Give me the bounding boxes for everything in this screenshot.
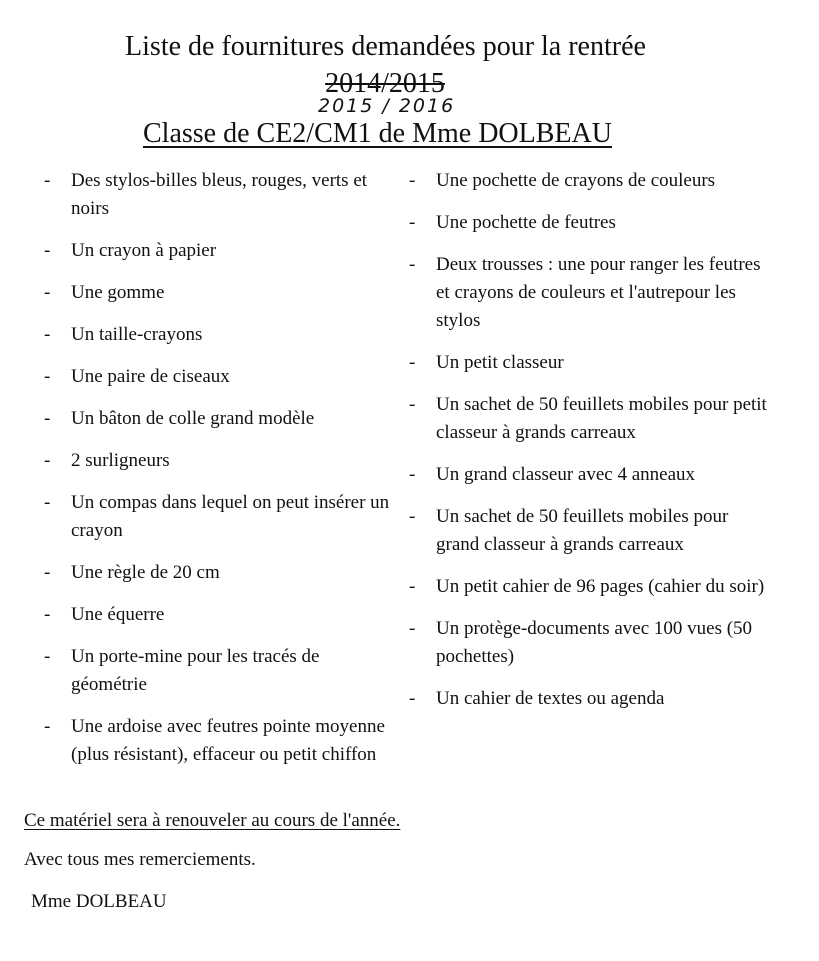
supply-item-text: Un compas dans lequel on peut insérer un crayon xyxy=(71,492,390,541)
supply-item xyxy=(44,447,394,475)
supply-item xyxy=(409,615,769,671)
supply-list-right xyxy=(409,167,769,727)
supply-item xyxy=(44,405,394,433)
supply-item-text: Un sachet de 50 feuillets mobiles pour grand classeur à grands carreaux xyxy=(436,506,729,555)
signature: Mme DOLBEAU xyxy=(31,891,167,912)
bullet-dash: - xyxy=(409,254,416,275)
bullet-dash: - xyxy=(44,324,51,345)
bullet-dash: - xyxy=(409,170,416,191)
supply-item-text: Une ardoise avec feutres pointe moyenne (plus résistant), effaceur ou petit chiffon xyxy=(71,716,385,765)
bullet-dash: - xyxy=(409,212,416,233)
handwritten-year: 2015 / 2016 xyxy=(318,95,456,117)
supply-item-text: Une gomme xyxy=(71,282,165,303)
bullet-dash: - xyxy=(409,576,416,597)
bullet-dash: - xyxy=(44,240,51,261)
supply-item xyxy=(44,237,394,265)
supply-item xyxy=(409,209,769,237)
supply-item xyxy=(44,279,394,307)
supply-item-text: Un taille-crayons xyxy=(71,324,203,345)
supply-item-text: Une paire de ciseaux xyxy=(71,366,230,387)
supply-item-text: Une pochette de crayons de couleurs xyxy=(436,170,716,191)
bullet-dash: - xyxy=(44,170,51,191)
class-title: Classe de CE2/CM1 de Mme DOLBEAU xyxy=(143,118,612,149)
bullet-dash: - xyxy=(409,394,416,415)
bullet-dash: - xyxy=(409,688,416,709)
supply-item-text: Un petit classeur xyxy=(436,352,564,373)
supply-item-text: Une règle de 20 cm xyxy=(71,562,220,583)
supply-item-text: Une équerre xyxy=(71,604,165,625)
supply-item-text: Des stylos-billes bleus, rouges, verts et noirs xyxy=(71,170,368,219)
bullet-dash: - xyxy=(409,618,416,639)
supply-item-text: Deux trousses : une pour ranger les feutres et crayons de couleurs et l'autrepour les stylos xyxy=(436,254,761,331)
supply-item-text: Un bâton de colle grand modèle xyxy=(71,408,315,429)
document-title: Liste de fournitures demandées pour la rentrée xyxy=(125,31,646,62)
supply-item xyxy=(44,559,394,587)
supply-item-text: Un porte-mine pour les tracés de géométrie xyxy=(71,646,320,695)
bullet-dash: - xyxy=(44,366,51,387)
supply-item xyxy=(44,713,394,769)
supply-item xyxy=(44,601,394,629)
supply-item-text: Un petit cahier de 96 pages (cahier du soir) xyxy=(436,576,765,597)
supply-item-text: Un sachet de 50 feuillets mobiles pour petit classeur à grands carreaux xyxy=(436,394,767,443)
supply-item xyxy=(409,461,769,489)
supply-item xyxy=(409,251,769,335)
supply-item xyxy=(44,167,394,223)
bullet-dash: - xyxy=(44,282,51,303)
bullet-dash: - xyxy=(44,492,51,513)
supply-item-text: Un protège-documents avec 100 vues (50 pochettes) xyxy=(436,618,753,667)
supply-item-text: Une pochette de feutres xyxy=(436,212,616,233)
supply-item xyxy=(44,643,394,699)
supply-item xyxy=(44,363,394,391)
supply-item-text: Un grand classeur avec 4 anneaux xyxy=(436,464,696,485)
supply-item xyxy=(44,489,394,545)
bullet-dash: - xyxy=(44,562,51,583)
supply-item xyxy=(409,503,769,559)
bullet-dash: - xyxy=(44,646,51,667)
supply-item xyxy=(409,685,769,713)
supply-item-text: Un crayon à papier xyxy=(71,240,217,261)
thanks-line: Avec tous mes remerciements. xyxy=(24,849,256,870)
crossed-out-year: 2014/2015 xyxy=(325,68,445,99)
supply-item-text: Un cahier de textes ou agenda xyxy=(436,688,665,709)
supply-item xyxy=(409,349,769,377)
bullet-dash: - xyxy=(409,506,416,527)
bullet-dash: - xyxy=(409,464,416,485)
bullet-dash: - xyxy=(44,604,51,625)
supply-item xyxy=(409,167,769,195)
bullet-dash: - xyxy=(44,716,51,737)
bullet-dash: - xyxy=(44,450,51,471)
supply-item xyxy=(44,321,394,349)
supply-list-left xyxy=(44,167,394,783)
supply-item-text: 2 surligneurs xyxy=(71,450,170,471)
renewal-note: Ce matériel sera à renouveler au cours de l'année. xyxy=(24,810,401,831)
bullet-dash: - xyxy=(409,352,416,373)
supply-item xyxy=(409,573,769,601)
supply-item xyxy=(409,391,769,447)
bullet-dash: - xyxy=(44,408,51,429)
